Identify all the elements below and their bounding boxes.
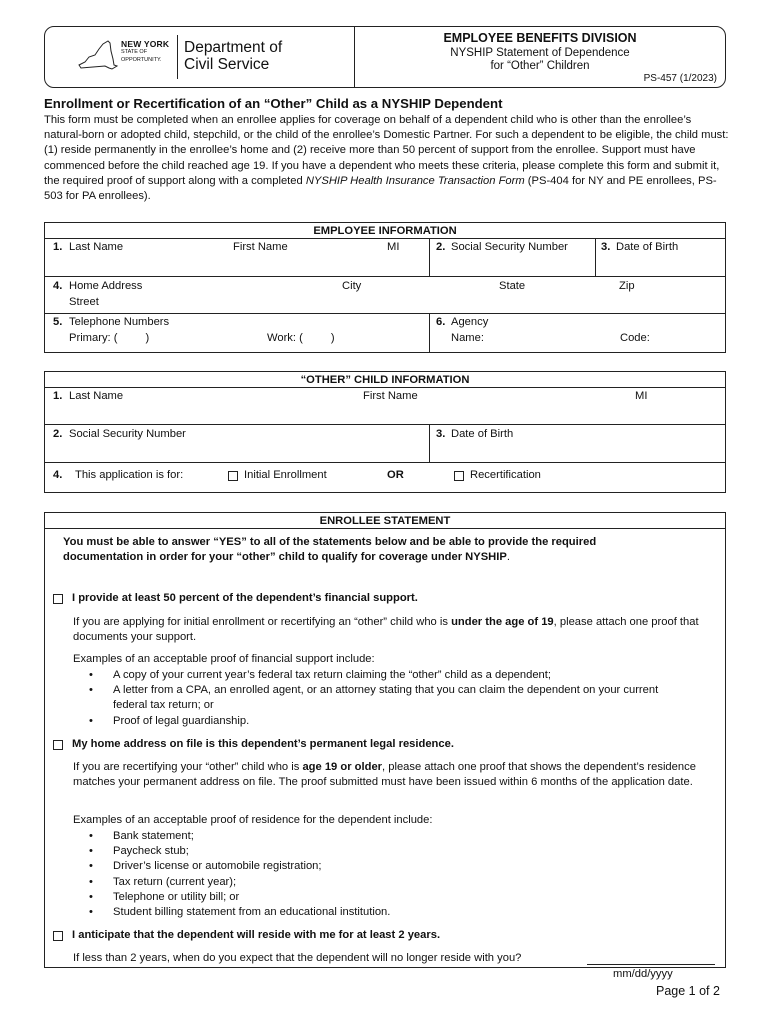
recertification-checkbox[interactable]	[454, 471, 464, 481]
emp-dob-label: Date of Birth	[616, 241, 679, 253]
child-name-row[interactable]	[45, 388, 725, 425]
employee-phone-agency-row	[45, 314, 725, 352]
child-dob-label: Date of Birth	[451, 428, 514, 440]
application-type-label: This application is for:	[75, 469, 184, 481]
emp-city-label: City	[342, 280, 362, 292]
s1-text-c: , please attach one proof that documents your support.	[73, 616, 699, 644]
child-f3-num: 3.	[436, 428, 446, 440]
emp-agency-code-label: Code:	[620, 332, 650, 344]
division-name: EMPLOYEE BENEFITS DIVISION	[443, 31, 637, 45]
form-number: PS-457 (1/2023)	[643, 73, 717, 84]
emp-agency-cell[interactable]	[429, 314, 725, 352]
emp-agency-name-label: Name:	[451, 332, 484, 344]
child-mi-label: MI	[635, 390, 648, 402]
form-title-block	[355, 27, 725, 87]
enrollee-statement-box	[44, 512, 726, 980]
logo-divider	[177, 35, 178, 79]
statement-body	[45, 529, 725, 980]
list-item: • Telephone or utility bill; or	[73, 890, 663, 905]
agency-logo-block	[45, 27, 355, 87]
list-item: • Tax return (current year);	[73, 875, 663, 890]
recertification-label: Recertification	[470, 469, 541, 481]
emp-f1-num: 1.	[53, 241, 63, 253]
employee-address-row[interactable]	[45, 277, 725, 314]
emp-f6-num: 6.	[436, 316, 446, 328]
date-line-input[interactable]	[587, 964, 715, 965]
emp-f5-num: 5.	[53, 316, 63, 328]
emp-ssn-label: Social Security Number	[451, 241, 568, 253]
page-title: Enrollment or Recertification of an “Other” Child as a NYSHIP Dependent	[44, 96, 503, 111]
list-item: • A letter from a CPA, an enrolled agent, or an attorney stating that you can claim the dependent on your current federal tax return; or	[73, 683, 663, 713]
state-name: NEW YORK	[121, 39, 170, 49]
page-number: Page 1 of 2	[656, 984, 720, 998]
residence-instruction	[73, 760, 721, 790]
ny-state-map-icon	[75, 35, 119, 75]
child-ssn-dob-row	[45, 425, 725, 463]
s2-text-a: If you are recertifying your “other” child who is	[73, 761, 303, 773]
statement-lead	[63, 535, 713, 565]
statement-lead-2-end: .	[506, 551, 510, 564]
intro-form-name: NYSHIP Health Insurance Transaction Form	[305, 174, 525, 187]
financial-support-examples-list	[73, 668, 663, 729]
initial-enrollment-checkbox[interactable]	[228, 471, 238, 481]
s1-text-a: If you are applying for initial enrollment or recertifying an “other” child who is	[73, 616, 452, 628]
financial-support-examples-label: Examples of an acceptable proof of financial support include:	[73, 653, 375, 665]
state-sub2: OPPORTUNITY.	[121, 57, 162, 63]
emp-agency-label: Agency	[451, 316, 489, 328]
financial-support-title: I provide at least 50 percent of the dependent’s financial support.	[72, 592, 418, 604]
list-item: • Paycheck stub;	[73, 844, 663, 859]
dept-line2: Civil Service	[184, 56, 270, 73]
two-year-residence-question: If less than 2 years, when do you expect that the dependent will no longer reside with you?	[73, 952, 522, 964]
emp-street-label: Street	[69, 296, 99, 308]
child-information-table	[44, 371, 726, 493]
list-item: • Bank statement;	[73, 829, 663, 844]
emp-ssn-cell[interactable]	[429, 239, 568, 276]
child-f4-num: 4.	[53, 469, 63, 481]
statement-lead-1: You must be able to answer “YES” to all of the statements below and be able to provide the required	[63, 536, 597, 548]
emp-phone-label: Telephone Numbers	[69, 316, 170, 328]
form-header	[44, 26, 726, 88]
emp-primary-phone[interactable]: Primary: ( )	[69, 332, 150, 344]
ny-state-wordmark	[121, 40, 169, 64]
employee-name-row	[45, 239, 725, 277]
emp-mi-label[interactable]: MI	[387, 241, 400, 253]
form-subtitle-2: for “Other” Children	[490, 60, 590, 72]
emp-f3-num: 3.	[601, 241, 611, 253]
state-sub1: STATE OF	[121, 49, 148, 55]
s1-text-b: under the age of 19	[451, 616, 554, 628]
child-ssn-label[interactable]: Social Security Number	[69, 428, 186, 440]
two-year-residence-title: I anticipate that the dependent will reside with me for at least 2 years.	[72, 929, 441, 941]
child-first-name-label: First Name	[363, 390, 418, 402]
list-item: • Driver’s license or automobile registration;	[73, 859, 663, 874]
date-format-hint: mm/dd/yyyy	[613, 968, 673, 980]
form-subtitle-1: NYSHIP Statement of Dependence	[450, 47, 630, 59]
financial-support-instruction	[73, 615, 713, 645]
emp-last-name-label[interactable]: Last Name	[69, 241, 124, 253]
residence-examples-label: Examples of an acceptable proof of residence for the dependent include:	[73, 814, 433, 826]
emp-f2-num: 2.	[436, 241, 446, 253]
intro-text-2: (PS-404 for NY and PE enrollees, PS-503 for PA enrollees).	[44, 174, 717, 203]
two-year-residence-checkbox[interactable]	[53, 931, 63, 941]
residence-checkbox[interactable]	[53, 740, 63, 750]
child-last-name-label: Last Name	[69, 390, 124, 402]
list-item: • Proof of legal guardianship.	[73, 714, 663, 729]
s2-text-b: age 19 or older	[302, 761, 383, 773]
intro-paragraph	[44, 113, 730, 204]
child-f1-num: 1.	[53, 390, 63, 402]
emp-state-label: State	[499, 280, 526, 292]
emp-zip-label: Zip	[619, 280, 635, 292]
financial-support-checkbox[interactable]	[53, 594, 63, 604]
emp-address-label: Home Address	[69, 280, 143, 292]
dept-line1: Department of	[184, 39, 283, 56]
or-label: OR	[387, 469, 404, 481]
employee-section-title: EMPLOYEE INFORMATION	[45, 223, 725, 239]
initial-enrollment-label: Initial Enrollment	[244, 469, 327, 481]
employee-information-table	[44, 222, 726, 353]
residence-examples-list	[73, 829, 663, 920]
intro-text-1: This form must be completed when an enrollee applies for coverage on behalf of a dependent child who is other than the enrollee’s natural-born or adopted child, stepchild, or the child of the enrollee’s Domestic Partner. For such a dependent to be eligible, the child must: (1) reside permanently in the enrollee’s home and (2) receive more than 50 percent of support from the enrollee. Support must have commenced before the child reached age 19. If you have a dependent who meets these criteria, please complete this form and submit it, the required proof of support along with a completed	[44, 114, 729, 187]
emp-first-name-label[interactable]: First Name	[233, 241, 288, 253]
list-item: • Student billing statement from an educational institution.	[73, 905, 663, 920]
residence-title: My home address on file is this dependent’s permanent legal residence.	[72, 738, 454, 750]
child-application-type-row	[45, 463, 725, 492]
child-section-title: “OTHER” CHILD INFORMATION	[45, 372, 725, 388]
statement-section-title: ENROLLEE STATEMENT	[45, 513, 725, 529]
child-f2-num: 2.	[53, 428, 63, 440]
emp-f4-num: 4.	[53, 280, 63, 292]
s2-text-c: , please attach one proof that shows the dependent’s residence matches your permanent address on file. The proof submitted must have been issued within 6 months of the application date.	[73, 761, 696, 789]
list-item: • A copy of your current year’s federal tax return claiming the “other” child as a dependent;	[73, 668, 663, 683]
statement-lead-2: documentation in order for your “other” child to qualify for coverage under NYSHIP	[63, 551, 507, 564]
department-name	[184, 39, 282, 73]
emp-work-phone[interactable]: Work: ( )	[267, 332, 335, 344]
child-dob-cell[interactable]	[429, 425, 725, 462]
emp-dob-cell[interactable]	[595, 239, 679, 276]
